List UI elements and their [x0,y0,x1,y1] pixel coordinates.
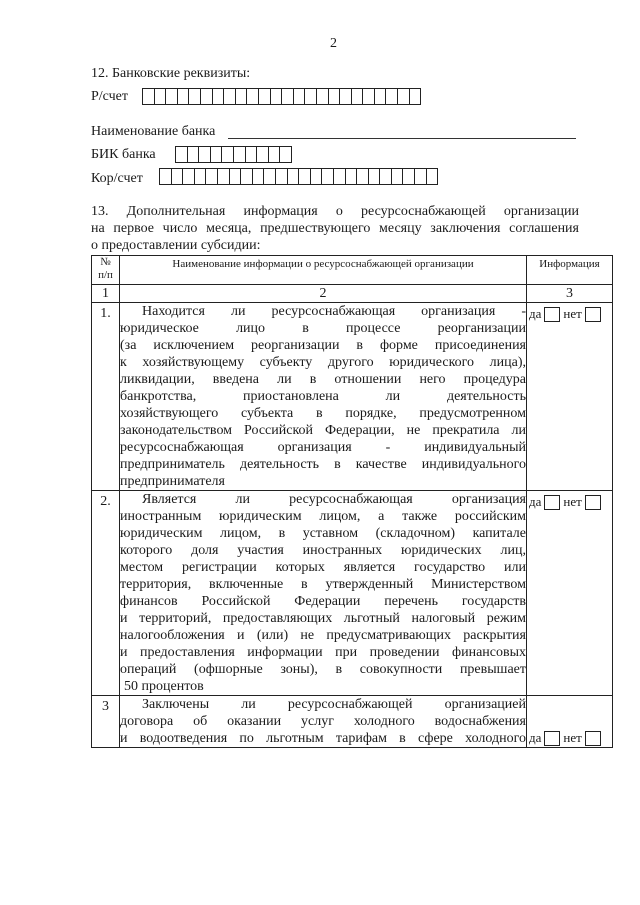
yes-label: да [529,494,542,509]
row-number: 2. [92,491,120,696]
bik-field[interactable] [175,146,291,163]
row-number: 3 [92,696,120,748]
yes-checkbox[interactable] [544,731,560,746]
no-checkbox[interactable] [585,307,601,322]
row-line: к хозяйствующему субъекту другого юридического лица), [120,355,526,370]
row-line: налогообложения и (или) не предусматривающих раскрытия [120,628,526,643]
no-label: нет [563,306,582,321]
row-line: (за исключением реорганизации в форме присоединения [120,338,526,353]
page-number: 2 [330,36,337,51]
yes-label: да [529,730,542,745]
corr-account-field[interactable] [159,168,437,185]
section-13-line: 13. Дополнительная информация о ресурсоснабжающей организации [91,204,579,219]
row-line: Заключены ли ресурсоснабжающей организацией [142,697,526,712]
row-line: местом регистрации которых является государство или [120,560,526,575]
row-line: ресурсоснабжающая организация - индивидуальный [120,440,526,455]
table-row [92,303,613,491]
row-text [120,696,527,748]
no-label: нет [563,730,582,745]
row-line: предпринимателя [120,474,225,489]
row-line: банкротства, приостановлена ли деятельность [120,389,526,404]
no-label: нет [563,494,582,509]
no-checkbox[interactable] [585,731,601,746]
row-line: и водоотведения по льготным тарифам в сфере холодного [120,731,526,746]
table-header-row [92,256,613,285]
row-line: финансов Российской Федерации перечень государств [120,594,526,609]
colnum-3: 3 [527,285,613,303]
row-line: законодательством Российской Федерации, не прекратила ли [120,423,526,438]
no-checkbox[interactable] [585,495,601,510]
header-num-line2: п/п [98,269,113,281]
header-info: Информация [527,256,613,285]
table-row [92,491,613,696]
colnum-1: 1 [92,285,120,303]
answer-cell [527,491,613,696]
row-line: Является ли ресурсоснабжающая организация [142,492,526,507]
section-13-line: о предоставлении субсидии: [91,238,261,253]
section-13-text [91,203,579,254]
answer-cell [527,696,613,748]
row-text [120,303,527,491]
row-line: договора об оказании услуг холодного водоснабжения [120,714,526,729]
header-name: Наименование информации о ресурсоснабжающей организации [120,256,527,285]
row-line: 50 процентов [124,679,204,694]
colnum-2: 2 [120,285,527,303]
row-line: предприниматель деятельность в качестве индивидуального [120,457,526,472]
section-12-title: 12. Банковские реквизиты: [91,66,251,81]
row-line: ликвидации, введена ли в отношении него процедура [120,372,526,387]
row-line: иностранным юридическим лицом, а также российским [120,509,526,524]
row-line: юридическое лицо в процессе реорганизации [120,321,526,336]
table-colnum-row [92,285,613,303]
section-13-line: на первое число месяца, предшествующего месяцу заключения соглашения [91,221,579,236]
table-row [92,696,613,748]
info-table [91,255,613,748]
yes-checkbox[interactable] [544,495,560,510]
yes-label: да [529,306,542,321]
row-number: 1. [92,303,120,491]
row-line: Находится ли ресурсоснабжающая организация - [142,304,526,319]
account-number-field[interactable] [142,88,420,105]
account-label: Р/счет [91,89,128,104]
bik-label: БИК банка [91,147,156,162]
row-line: операций (офшорные зоны), в совокупности превышает [120,662,526,677]
yes-checkbox[interactable] [544,307,560,322]
row-line: и предоставления информации при проведении финансовых [120,645,526,660]
row-text [120,491,527,696]
row-line: которого доля участия иностранных юридических лиц, [120,543,526,558]
bank-name-label: Наименование банка [91,124,216,139]
answer-cell [527,303,613,491]
header-num-line1: № [100,256,111,268]
corr-account-label: Кор/счет [91,171,143,186]
row-line: и территорий, предоставляющих льготный налоговый режим [120,611,526,626]
row-line: территория, включенные в утвержденный Министерством [120,577,526,592]
header-num [92,256,120,285]
row-line: юридическим лицом, в уставном (складочном) капитале [120,526,526,541]
bank-name-field[interactable] [228,137,576,139]
row-line: хозяйствующего субъекта в порядке, предусмотренном [120,406,526,421]
